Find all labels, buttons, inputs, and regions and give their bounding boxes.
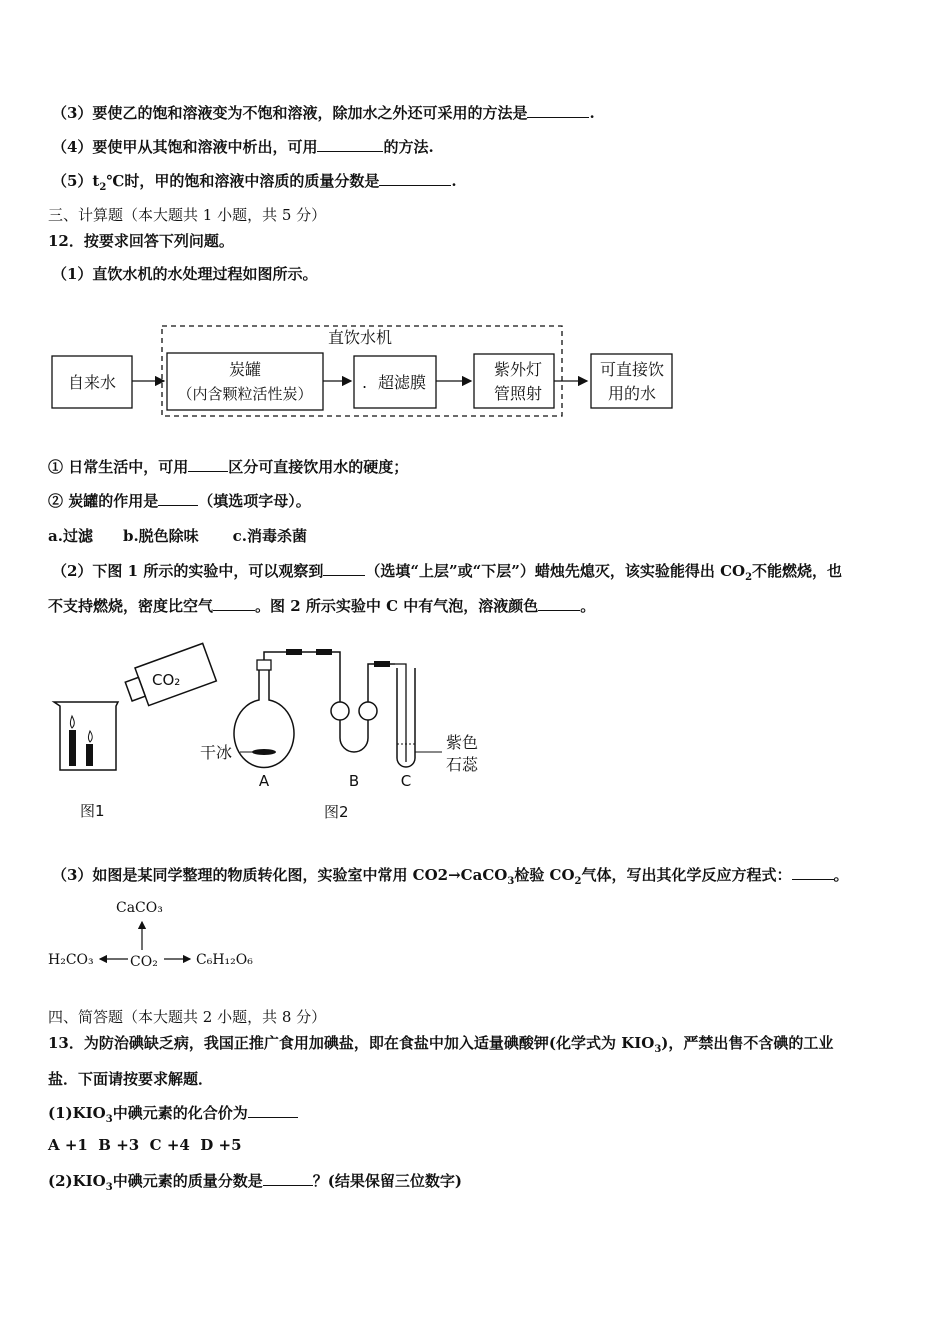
box-drinkable-label2: 用的水 xyxy=(607,384,657,403)
q11-part3: （3）要使乙的饱和溶液变为不饱和溶液，除加水之外还可采用的方法是 . xyxy=(52,104,595,122)
dot-mark: . xyxy=(362,373,368,392)
rubber-joint xyxy=(374,661,390,667)
tube-a-to-b xyxy=(264,652,340,680)
rubber-joint xyxy=(316,649,332,655)
q12-part1: （1）直饮水机的水处理过程如图所示。 xyxy=(52,265,318,283)
label-a: A xyxy=(258,772,270,790)
q13-options: A +1 B +3 C +4 D +5 xyxy=(48,1136,242,1154)
box-uv-label2: 管照射 xyxy=(493,384,543,403)
answer-blank[interactable] xyxy=(248,1103,298,1118)
flame-icon xyxy=(88,731,92,742)
flask-stopper xyxy=(257,660,271,670)
q12-1a: ① 日常生活中，可用 区分可直接饮用水的硬度； xyxy=(48,458,409,476)
co2-bottle-label: CO₂ xyxy=(152,671,181,689)
box-drinkable-label1: 可直接饮 xyxy=(599,360,665,379)
dry-ice-label: 干冰 xyxy=(200,743,233,762)
answer-blank[interactable] xyxy=(527,103,589,118)
candle-tall xyxy=(69,730,76,766)
q11-part4: （4）要使甲从其饱和溶液中析出，可用 的方法. xyxy=(52,138,434,156)
q13-line1: 13．为防治碘缺乏病，我国正推广食用加碘盐，即在食盐中加入适量碘酸钾(化学式为 $KIO_3$)，严禁出售不含碘的工业 xyxy=(48,1034,834,1055)
answer-blank[interactable] xyxy=(792,865,834,880)
answer-blank[interactable] xyxy=(379,171,451,186)
q12-1-options: a.过滤 b.脱色除味 c.消毒杀菌 xyxy=(48,527,308,545)
q11-part5: $(5)t_2℃$时，甲的饱和溶液中溶质的质量分数是 . xyxy=(52,172,457,193)
q12-1b: ② 炭罐的作用是 （填选项字母）。 xyxy=(48,492,311,510)
bulb-left xyxy=(331,702,349,720)
answer-blank[interactable] xyxy=(323,561,365,576)
figure1-caption: 图1 xyxy=(80,802,105,820)
box-carbon-label2: （内含颗粒活性炭） xyxy=(177,385,313,403)
purple-litmus-label1: 紫色 xyxy=(446,733,479,752)
co2-node: CO₂ xyxy=(130,954,158,970)
section3-title: 三、计算题（本大题共 1 小题，共 5 分） xyxy=(48,206,327,224)
box-ultrafilter-label: 超滤膜 xyxy=(377,373,427,392)
glucose-node: C₆H₁₂O₆ xyxy=(196,952,253,968)
answer-blank[interactable] xyxy=(213,596,255,611)
h2co3-node: H₂CO₃ xyxy=(48,952,94,968)
figure2-caption: 图2 xyxy=(324,803,349,821)
box-tap-water-label: 自来水 xyxy=(67,373,117,392)
q13-part1: $(1)KIO_3$中碘元素的化合价为 xyxy=(48,1102,298,1125)
q12-3: （3）如图是某同学整理的物质转化图，实验室中常用 CO2→CaCO$_3$检验 $CO_2$气体，写出其化学反应方程式： 。 xyxy=(52,866,849,887)
q12-2-line2: 不支持燃烧，密度比空气 。图 2 所示实验中 C 中有气泡，溶液颜色 。 xyxy=(48,597,596,615)
conversion-diagram xyxy=(44,894,274,976)
q12-title: 12．按要求回答下列问题。 xyxy=(48,232,234,250)
bulb-right xyxy=(359,702,377,720)
water-flow-diagram xyxy=(40,318,690,418)
q13-part2: $(2)KIO_3$中碘元素的质量分数是 ？(结果保留三位数字) xyxy=(48,1172,462,1193)
label-b: B xyxy=(348,772,360,790)
q13-line2: 盐．下面请按要求解题． xyxy=(48,1070,214,1088)
flame-icon xyxy=(70,716,74,728)
machine-label: 直饮水机 xyxy=(327,328,393,347)
answer-blank[interactable] xyxy=(188,457,228,472)
answer-blank[interactable] xyxy=(263,1171,313,1186)
box-uv-label1: 紫外灯 xyxy=(493,360,543,379)
caco3-node: CaCO₃ xyxy=(116,900,163,916)
purple-litmus-label2: 石蕊 xyxy=(446,755,479,774)
rubber-joint xyxy=(286,649,302,655)
candle-short xyxy=(86,744,93,766)
answer-blank[interactable] xyxy=(158,491,198,506)
experiment-figures xyxy=(40,640,510,830)
answer-blank[interactable] xyxy=(538,596,580,611)
section4-title: 四、简答题（本大题共 2 小题，共 8 分） xyxy=(48,1008,327,1026)
box-carbon-label1: 炭罐 xyxy=(228,360,262,379)
answer-blank[interactable] xyxy=(317,137,383,152)
q12-2-line1: （2）下图 1 所示的实验中，可以观察到 （选填“上层”或“下层”）蜡烛先熄灭，该实验能得出 $CO_2$不能燃烧，也 xyxy=(52,562,843,583)
label-c: C xyxy=(400,772,412,790)
